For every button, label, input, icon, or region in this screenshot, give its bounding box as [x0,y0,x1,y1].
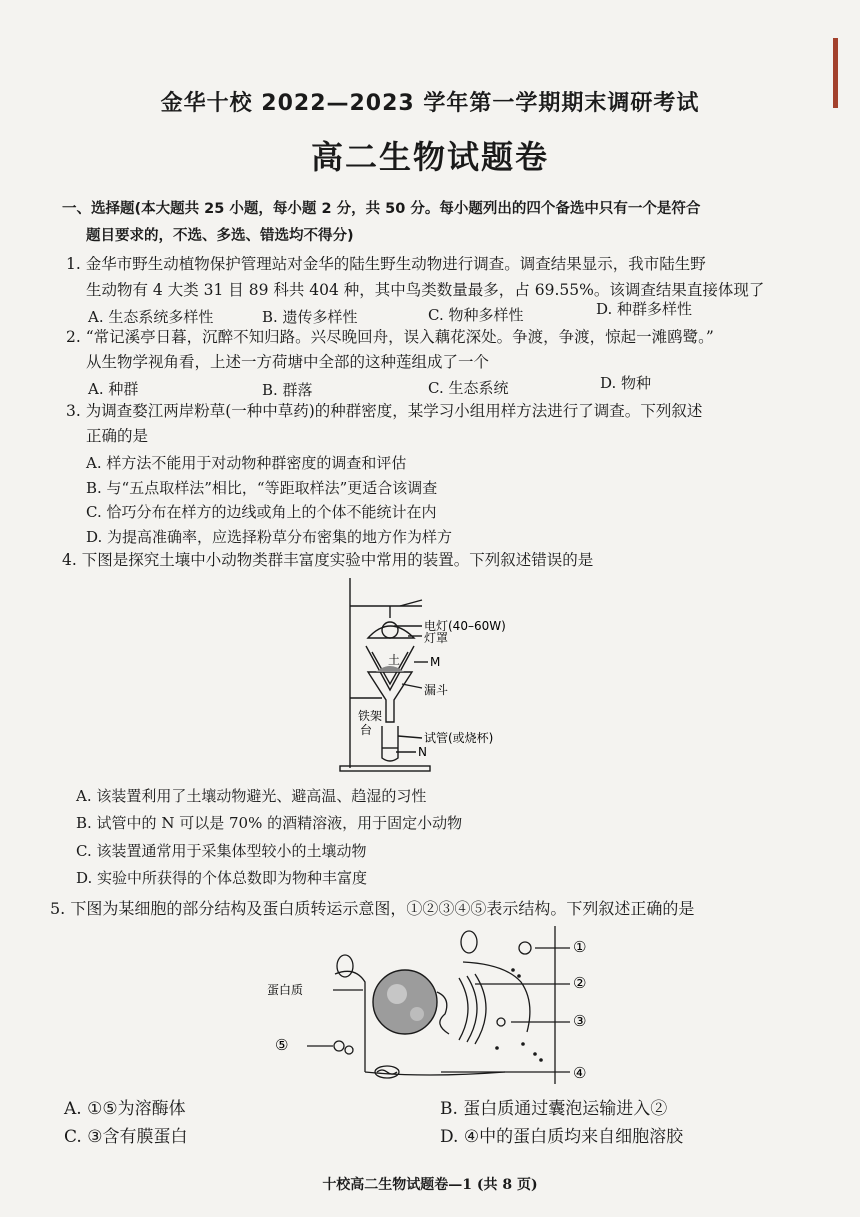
q4-option-d: D. 实验中所获得的个体总数即为物种丰富度 [76,869,368,887]
structure-5-label: ⑤ [275,1036,289,1054]
funnel-label: 漏斗 [424,683,449,697]
stand-label-2: 台 [360,723,373,737]
q5-option-c: C. ③含有膜蛋白 [64,1127,188,1147]
q3-option-b: B. 与“五点取样法”相比，“等距取样法”更适合该调查 [86,479,438,497]
q1-option-c: C. 物种多样性 [428,306,524,324]
q3-stem-line1: 3. 为调查婺江两岸粉草(一种中草药)的种群密度，某学习小组用样方法进行了调查。下列叙述 [66,402,703,420]
stand-label-1: 铁架 [358,709,383,723]
lamp-label: 电灯(40–60W) [424,619,506,633]
q1-option-b: B. 遗传多样性 [262,308,358,326]
q4-option-a: A. 该装置利用了土壤动物避光、避高温、趋湿的习性 [76,787,427,805]
q2-stem-line2: 从生物学视角看，上述一方荷塘中全部的这种莲组成了一个 [86,353,490,371]
q3-option-a: A. 样方法不能用于对动物种群密度的调查和评估 [86,454,407,472]
n-label: N [418,745,427,759]
protein-label: 蛋白质 [267,983,304,997]
q5-option-a: A. ①⑤为溶酶体 [64,1099,186,1119]
q4-stem: 4. 下图是探究土壤中小动物类群丰富度实验中常用的装置。下列叙述错误的是 [62,551,594,569]
q2-option-c: C. 生态系统 [428,379,509,397]
soil-label: 土 [388,653,401,667]
q5-cell-figure [265,922,625,1092]
structure-3-label: ③ [573,1012,587,1030]
section-heading-line2: 题目要求的，不选、多选、错选均不得分) [86,228,354,244]
q3-stem-line2: 正确的是 [86,427,149,445]
q4-apparatus-figure [330,572,570,777]
q2-option-b: B. 群落 [262,381,313,399]
q2-option-a: A. 种群 [88,380,139,398]
structure-2-label: ② [573,974,587,992]
q4-option-c: C. 该装置通常用于采集体型较小的土壤动物 [76,842,367,860]
q3-option-d: D. 为提高准确率，应选择粉草分布密集的地方作为样方 [86,528,453,546]
q5-option-d: D. ④中的蛋白质均来自细胞溶胶 [440,1127,684,1147]
section-heading-line1: 一、选择题(本大题共 25 小题，每小题 2 分，共 50 分。每小题列出的四个备选中只有一个是符合 [62,201,701,217]
page-footer: 十校高二生物试题卷—1 (共 8 页) [322,1177,538,1193]
exam-title: 金华十校 2022—2023 学年第一学期期末调研考试 [160,91,700,116]
q5-stem: 5. 下图为某细胞的部分结构及蛋白质转运示意图，①②③④⑤表示结构。下列叙述正确的是 [50,899,695,918]
q1-stem-line1: 1. 金华市野生动植物保护管理站对金华的陆生野生动物进行调查。调查结果显示，我市陆生野 [66,255,706,273]
q3-option-c: C. 恰巧分布在样方的边线或角上的个体不能统计在内 [86,503,437,521]
q1-option-a: A. 生态系统多样性 [88,308,214,326]
shade-label: 灯罩 [424,631,449,645]
q2-stem-line1: 2. “常记溪亭日暮，沉醉不知归路。兴尽晚回舟，误入藕花深处。争渡，争渡，惊起一滩鸥鹭。” [66,328,714,346]
q1-stem-line2: 生动物有 4 大类 31 目 89 科共 404 种，其中鸟类数量最多，占 69.55%。该调查结果直接体现了 [86,281,765,299]
m-label: M [430,655,441,669]
structure-1-label: ① [573,938,587,956]
exam-subtitle: 高二生物试题卷 [310,138,549,176]
structure-4-label: ④ [573,1064,587,1082]
tube-label: 试管(或烧杯) [424,731,494,745]
q1-option-d: D. 种群多样性 [596,300,693,318]
q4-option-b: B. 试管中的 N 可以是 70% 的酒精溶液，用于固定小动物 [76,814,463,832]
q5-option-b: B. 蛋白质通过囊泡运输进入② [440,1099,668,1119]
q2-option-d: D. 物种 [600,374,652,392]
